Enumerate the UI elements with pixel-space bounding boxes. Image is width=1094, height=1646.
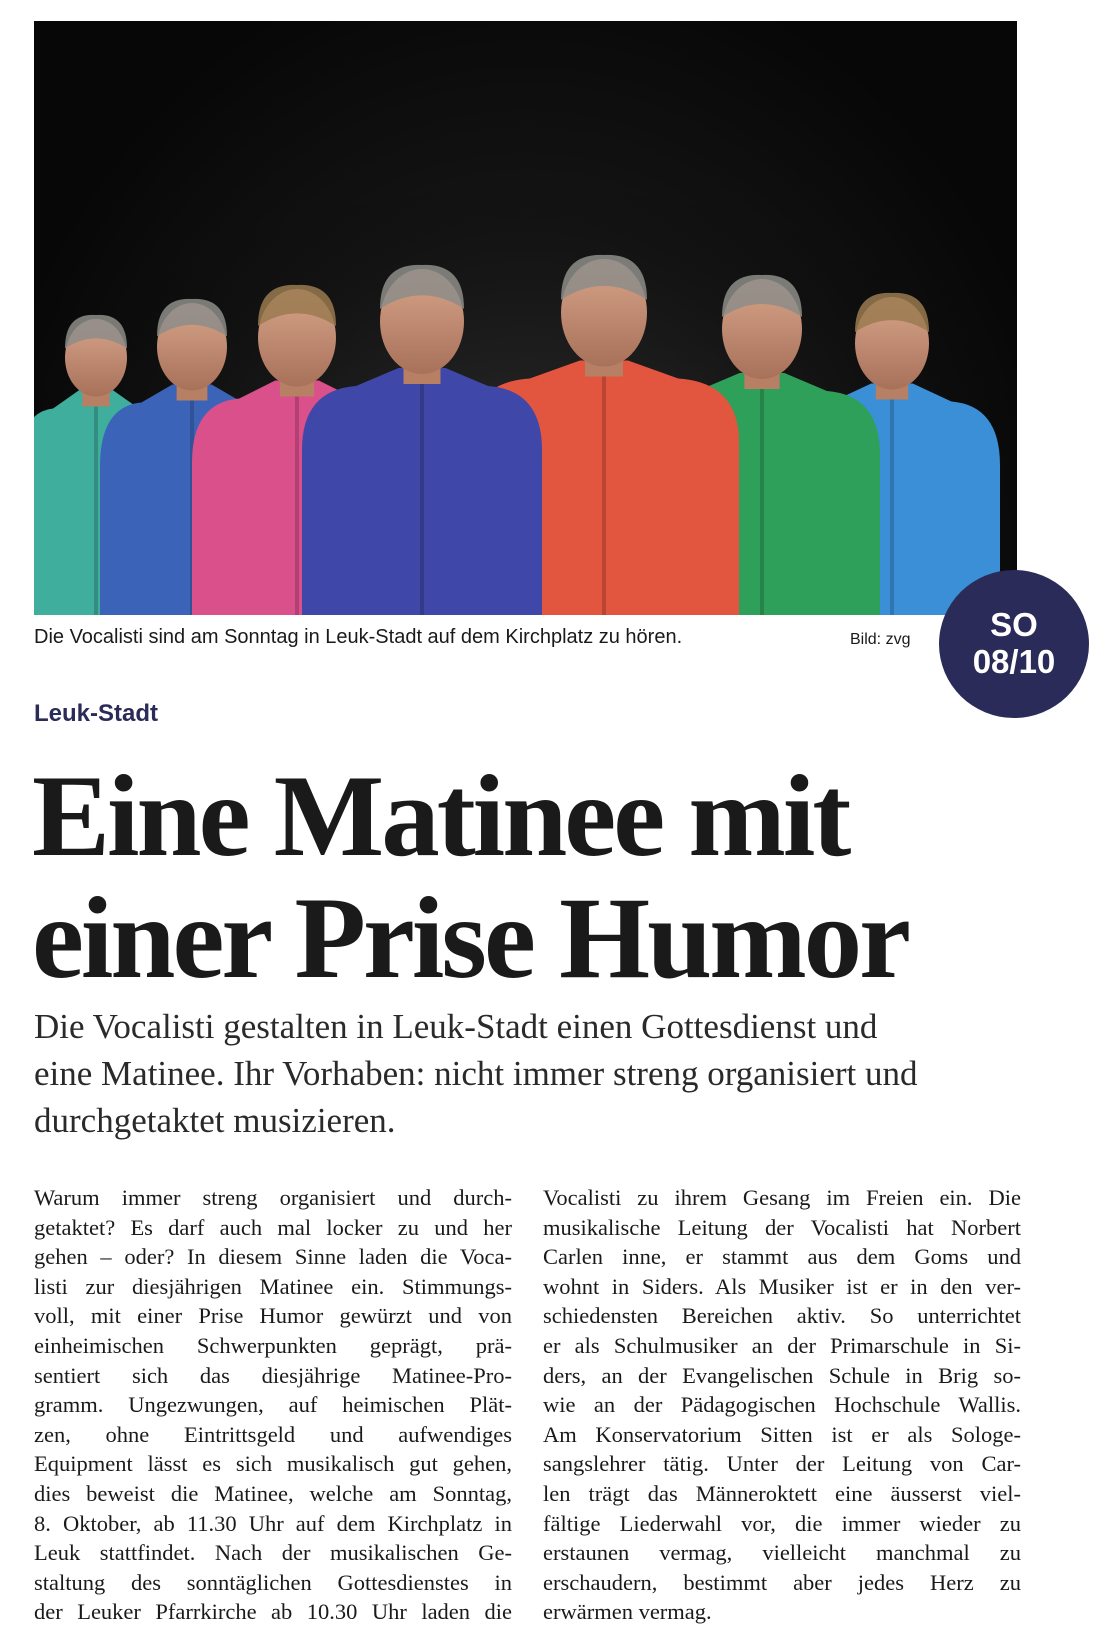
shirt-placket	[890, 394, 894, 616]
body-line: wie an der Pädagogischen Hochschule Wallis.	[543, 1392, 1021, 1418]
body-line: len trägt das Männeroktett eine äusserst viel-	[543, 1480, 1021, 1506]
shirt-placket	[760, 383, 764, 615]
body-line: der Leuker Pfarrkirche ab 10.30 Uhr laden die	[34, 1599, 512, 1625]
body-line: gehen – oder? In diesem Sinne laden die Voca-	[34, 1244, 512, 1270]
body-column-left	[34, 1183, 512, 1627]
lead-line-3: durchgetaktet musizieren.	[34, 1101, 396, 1140]
body-line: Vocalisti zu ihrem Gesang im Freien ein. Die	[543, 1185, 1021, 1210]
article-headline	[32, 752, 1072, 1003]
body-line: musikalische Leitung der Vocalisti hat Norbert	[543, 1214, 1021, 1240]
body-line: Equipment lässt es sich musikalisch gut gehen,	[34, 1451, 512, 1477]
body-line: ders, an der Evangelischen Schule in Brig so-	[543, 1362, 1021, 1388]
body-line: Leuk stattfindet. Nach der musikalischen Ge-	[34, 1540, 512, 1566]
photo-caption: Die Vocalisti sind am Sonntag in Leuk-Stadt auf dem Kirchplatz zu hören.	[34, 626, 683, 648]
body-line: erwärmen vermag.	[543, 1599, 712, 1625]
headline-line-1: Eine Matinee mit	[32, 752, 849, 881]
body-line: 8. Oktober, ab 11.30 Uhr auf dem Kirchplatz in	[34, 1510, 512, 1536]
body-line: staltung des sonntäglichen Gottesdienstes in	[34, 1569, 512, 1595]
body-line: gramm. Ungezwungen, auf heimischen Plät-	[34, 1392, 512, 1418]
shirt-placket	[295, 391, 299, 616]
body-column-right	[543, 1183, 1021, 1627]
body-line: getaktet? Es darf auch mal locker zu und her	[34, 1214, 512, 1240]
photo-credit: Bild: zvg	[850, 631, 911, 648]
body-line: Am Konservatorium Sitten ist er als Sologe-	[543, 1421, 1021, 1447]
body-line: Carlen inne, er stammt aus dem Goms und	[543, 1244, 1021, 1270]
body-line: fältige Liederwahl vor, die immer wieder zu	[543, 1510, 1021, 1536]
body-line: wohnt in Siders. Als Musiker ist er in den ver-	[543, 1273, 1021, 1299]
shirt-placket	[602, 371, 606, 616]
body-line: sangslehrer tätig. Unter der Leitung von Car-	[543, 1451, 1021, 1477]
group-photo	[34, 21, 1017, 615]
article-lead	[34, 1003, 1074, 1144]
headline-line-2: einer Prise Humor	[32, 874, 909, 1003]
group-portrait-photo-icon	[34, 21, 1017, 615]
shirt-placket	[420, 378, 424, 615]
lead-line-2: eine Matinee. Ihr Vorhaben: nicht immer streng organisiert und	[34, 1054, 918, 1093]
body-line: zen, ohne Eintrittsgeld und aufwendiges	[34, 1421, 512, 1447]
body-line: listi zur diesjährigen Matinee ein. Stimmungs-	[34, 1273, 512, 1299]
body-line: Warum immer streng organisiert und durch-	[34, 1185, 512, 1210]
body-line: einheimischen Schwerpunkten geprägt, prä-	[34, 1332, 512, 1358]
article-kicker: Leuk-Stadt	[34, 700, 159, 727]
date-badge-day: SO	[990, 606, 1038, 644]
date-badge	[939, 570, 1089, 718]
shirt-placket	[94, 401, 98, 616]
body-line: sentiert sich das diesjährige Matinee-Pro-	[34, 1362, 512, 1388]
body-line: schiedensten Bereichen aktiv. So unterrichtet	[543, 1303, 1021, 1329]
body-line: dies beweist die Matinee, welche am Sonntag,	[34, 1480, 512, 1506]
lead-line-1: Die Vocalisti gestalten in Leuk-Stadt einen Gottesdienst und	[34, 1007, 878, 1046]
body-line: voll, mit einer Prise Humor gewürzt und von	[34, 1303, 512, 1329]
date-badge-date: 08/10	[972, 643, 1056, 680]
body-line: erschaudern, bestimmt aber jedes Herz zu	[543, 1569, 1021, 1595]
body-line: erstaunen vermag, vielleicht manchmal zu	[543, 1540, 1021, 1566]
body-line: er als Schulmusiker an der Primarschule in Si-	[543, 1332, 1021, 1358]
